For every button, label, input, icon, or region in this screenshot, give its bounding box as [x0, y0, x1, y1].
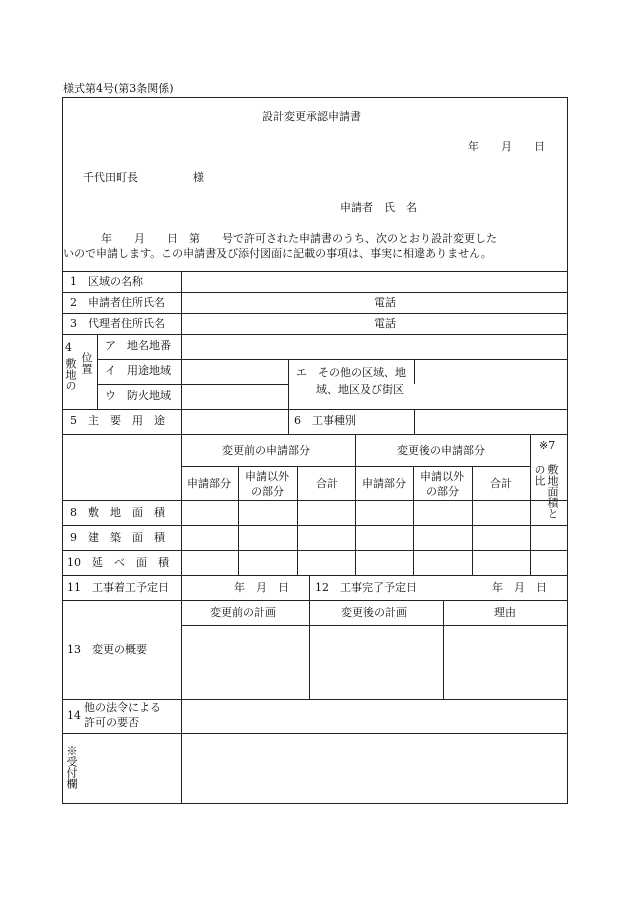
after-plan-header: 変更後の計画 [341, 606, 407, 619]
rule [62, 271, 568, 272]
work-type-label: 6 工事種別 [294, 414, 356, 427]
phone-label: 電話 [374, 317, 396, 330]
rule [97, 334, 98, 409]
end-date-value: 年 月 日 [492, 581, 547, 594]
area-name-label: 1 区域の名称 [70, 275, 143, 288]
col-total: 合計 [490, 477, 512, 490]
before-plan-header: 変更前の計画 [210, 606, 276, 619]
rule [443, 600, 444, 699]
reception-label: ※受付欄 [65, 745, 78, 789]
rule [414, 359, 415, 384]
phone-label: 電話 [374, 296, 396, 309]
site-area-label: 8 敷 地 面 積 [70, 506, 165, 519]
start-date-value: 年 月 日 [234, 581, 289, 594]
rule [62, 733, 568, 734]
rule [472, 466, 473, 575]
body-text-line-1: 年 月 日 第 号で許可された申請書のうち、次のとおり設計変更した [68, 232, 497, 245]
lot-number-label: ア 地名地番 [105, 339, 171, 352]
building-area-label: 9 建 築 面 積 [70, 531, 165, 544]
col-applied: 申請部分 [187, 477, 231, 490]
rule [413, 466, 414, 575]
other-zone-label-2: 域、地区及び街区 [316, 383, 404, 396]
site-position-label: 位置 [80, 352, 93, 374]
form-frame [62, 97, 568, 804]
body-text-line-2: いので申請します。この申請書及び添付図面に記載の事項は、事実に相違ありません。 [63, 247, 492, 260]
applicant-address-label: 2 申請者住所氏名 [70, 296, 165, 309]
ratio-note: ※7 [539, 439, 556, 452]
form-number-label: 様式第4号(第3条関係) [63, 82, 174, 95]
rule [355, 434, 356, 575]
rule [62, 575, 568, 576]
rule [62, 434, 568, 435]
zoning-label: イ 用途地域 [105, 364, 171, 377]
agent-address-label: 3 代理者住所氏名 [70, 317, 165, 330]
col-applied: 申請部分 [362, 477, 406, 490]
fire-zone-label: ウ 防火地域 [105, 389, 171, 402]
rule [181, 271, 182, 803]
form-title: 設計変更承認申請書 [262, 110, 361, 123]
rule [62, 292, 568, 293]
rule [297, 466, 298, 575]
col-other-2: の部分 [251, 485, 284, 498]
col-other-1: 申請以外 [245, 470, 289, 483]
rule [62, 409, 568, 410]
rule [62, 313, 568, 314]
start-date-label: 11 工事着工予定日 [67, 581, 169, 594]
end-date-label: 12 工事完了予定日 [315, 581, 417, 594]
main-use-label: 5 主 要 用 途 [70, 414, 165, 427]
rule [530, 434, 531, 575]
reason-header: 理由 [494, 606, 516, 619]
site-row-number: 4 [65, 341, 72, 354]
rule [309, 575, 310, 699]
after-change-header: 変更後の申請部分 [397, 444, 485, 457]
permit-number: 14 [67, 709, 81, 722]
rule [62, 334, 568, 335]
rule [414, 409, 415, 434]
addressee: 千代田町長 様 [83, 171, 204, 184]
col-other-2: の部分 [426, 485, 459, 498]
change-overview-label: 13 変更の概要 [67, 643, 147, 656]
site-of-label: 敷地の [64, 358, 77, 391]
rule [288, 359, 289, 434]
submission-date: 年 月 日 [468, 140, 545, 153]
other-zone-label-1: エ その他の区域、地 [296, 366, 406, 379]
rule [62, 600, 568, 601]
floor-area-label: 10 延 べ 面 積 [67, 556, 169, 569]
rule [62, 699, 568, 700]
rule [181, 625, 568, 626]
rule [97, 384, 288, 385]
rule [62, 550, 568, 551]
applicant-name-label: 申請者 氏 名 [340, 201, 417, 214]
permit-label-1: 他の法令による [84, 701, 161, 714]
rule [62, 525, 568, 526]
col-total: 合計 [316, 477, 338, 490]
before-change-header: 変更前の申請部分 [222, 444, 310, 457]
rule [62, 500, 568, 501]
col-other-1: 申請以外 [420, 470, 464, 483]
rule [97, 359, 568, 360]
rule [238, 466, 239, 575]
site-ratio-label: 敷地面積との比 [533, 464, 559, 519]
permit-label-2: 許可の要否 [84, 716, 139, 729]
